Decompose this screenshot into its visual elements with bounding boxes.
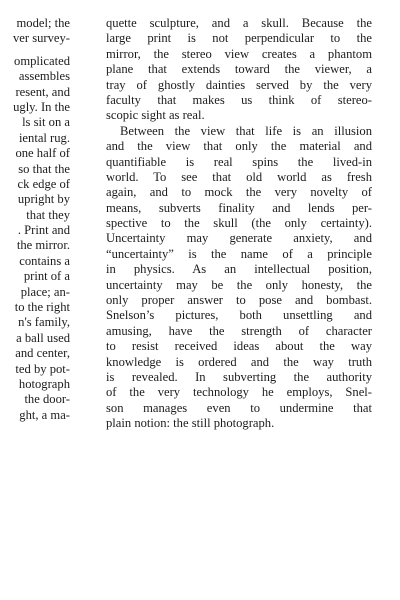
- right-line: and the view that only the material and: [106, 139, 372, 154]
- right-line: large print is not perpendicular to the: [106, 31, 372, 46]
- right-line: is revealed. In subverting the authority: [106, 369, 372, 384]
- right-line: plane that extends toward the viewer, a: [106, 62, 372, 77]
- right-line: again, and to mock the very novelty of: [106, 185, 372, 200]
- right-line: only proper answer to pose and bombast.: [106, 293, 372, 308]
- left-line: one half of: [15, 146, 70, 161]
- left-line: print of a: [23, 269, 70, 284]
- left-line: ver survey-: [13, 31, 70, 46]
- right-line: spective to the skull (the only certainty).: [106, 216, 372, 231]
- right-line: scopic sight as real.: [106, 108, 205, 123]
- right-text-column: [106, 16, 372, 432]
- right-line: means, subverts finality and lends per-: [106, 200, 372, 215]
- left-line: a ball used: [16, 330, 70, 345]
- left-line: ck edge of: [17, 176, 70, 191]
- right-line: tray of ghostly dainties served by the very: [106, 77, 372, 92]
- left-line: n's family,: [18, 315, 70, 330]
- paragraph-gap: [0, 47, 70, 54]
- left-line: ght, a ma-: [19, 407, 70, 422]
- right-line: quette sculpture, and a skull. Because the: [106, 16, 372, 30]
- right-line: “uncertainty” is the name of a principle: [106, 246, 372, 261]
- left-line: upright by: [17, 192, 70, 207]
- right-line: knowledge is ordered and the way truth: [106, 354, 372, 369]
- left-line: that they: [26, 207, 70, 222]
- left-line: resent, and: [15, 84, 70, 99]
- right-line: faculty that makes us think of stereo-: [106, 92, 372, 107]
- left-line: to the right: [14, 300, 70, 315]
- left-line: omplicated: [14, 53, 70, 68]
- paragraph-2: [106, 124, 372, 432]
- right-line: Between the view that life is an illusion: [120, 123, 372, 138]
- right-line: son manages even to undermine that: [106, 400, 372, 415]
- left-line: the door-: [24, 392, 70, 407]
- left-line: ugly. In the: [13, 99, 70, 114]
- right-line: amusing, have the strength of character: [106, 323, 372, 338]
- left-line: so that the: [18, 161, 70, 176]
- left-line: assembles: [18, 69, 70, 84]
- left-line: the mirror.: [16, 238, 70, 253]
- right-line: quantifiable is real spins the lived-in: [106, 154, 372, 169]
- left-text-column: [0, 16, 70, 423]
- left-line: contains a: [19, 253, 70, 268]
- left-line: iental rug.: [18, 130, 70, 145]
- left-line: model; the: [16, 16, 70, 30]
- right-line: to resist received ideas about the way: [106, 339, 372, 354]
- right-line: Uncertainty may generate anxiety, and: [106, 231, 372, 246]
- left-line: hotograph: [18, 376, 70, 391]
- paragraph-1: [106, 16, 372, 124]
- left-line: ted by pot-: [15, 361, 70, 376]
- left-line: ls sit on a: [22, 115, 70, 130]
- right-line: uncertainty may be the only honesty, the: [106, 277, 372, 292]
- right-line: of the very technology he employs, Snel-: [106, 385, 372, 400]
- right-line: Snelson’s pictures, both unsettling and: [106, 308, 372, 323]
- right-line: world. To see that old world as fresh: [106, 169, 372, 184]
- right-line: plain notion: the still photograph.: [106, 416, 275, 431]
- left-line: and center,: [15, 346, 70, 361]
- left-line: . Print and: [17, 223, 70, 238]
- right-line: in physics. As an intellectual position,: [106, 262, 372, 277]
- right-line: mirror, the stereo view creates a phantom: [106, 46, 372, 61]
- left-line: place; an-: [20, 284, 70, 299]
